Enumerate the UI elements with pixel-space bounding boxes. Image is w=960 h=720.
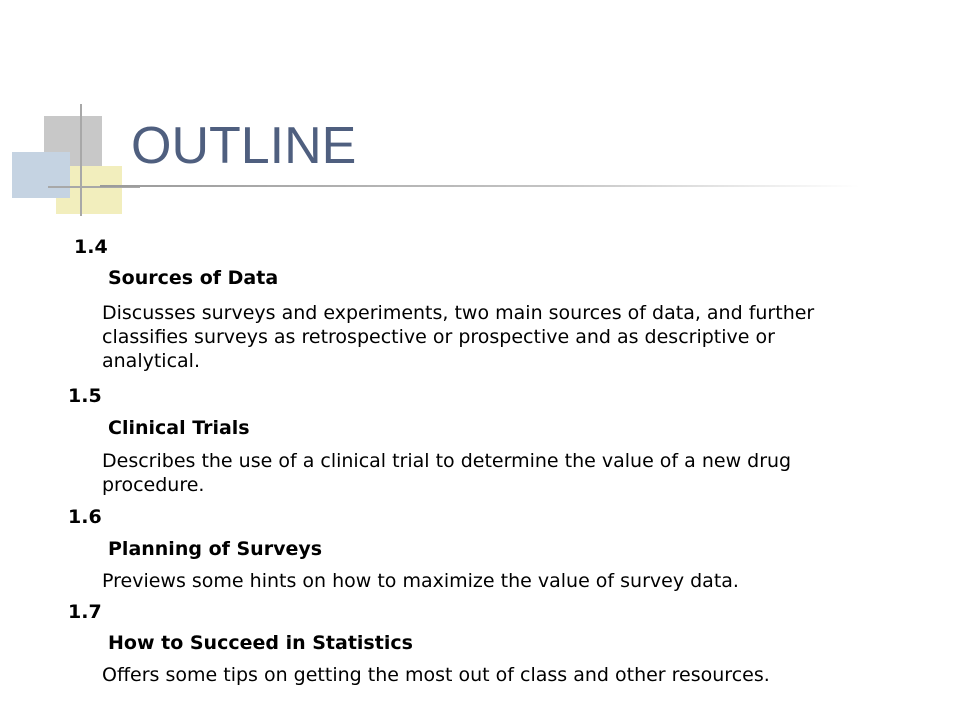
section-description: Discusses surveys and experiments, two main sources of data, and further classifies surveys as retrospective or prospective and as descriptive or analytical. <box>102 302 815 372</box>
slide-title: OUTLINE <box>131 117 357 175</box>
section-number: 1.5 <box>68 385 102 407</box>
section-number: 1.4 <box>74 236 108 258</box>
section-heading: Clinical Trials <box>108 417 250 439</box>
section-number: 1.7 <box>68 601 102 623</box>
section-heading: Sources of Data <box>108 267 279 289</box>
section-description: Offers some tips on getting the most out of class and other resources. <box>102 664 770 686</box>
section-description: Previews some hints on how to maximize the value of survey data. <box>102 570 739 592</box>
section-heading: How to Succeed in Statistics <box>108 632 413 654</box>
section-number: 1.6 <box>68 506 102 528</box>
section-description: Describes the use of a clinical trial to determine the value of a new drug procedure. <box>102 450 792 496</box>
section-heading: Planning of Surveys <box>108 538 323 560</box>
